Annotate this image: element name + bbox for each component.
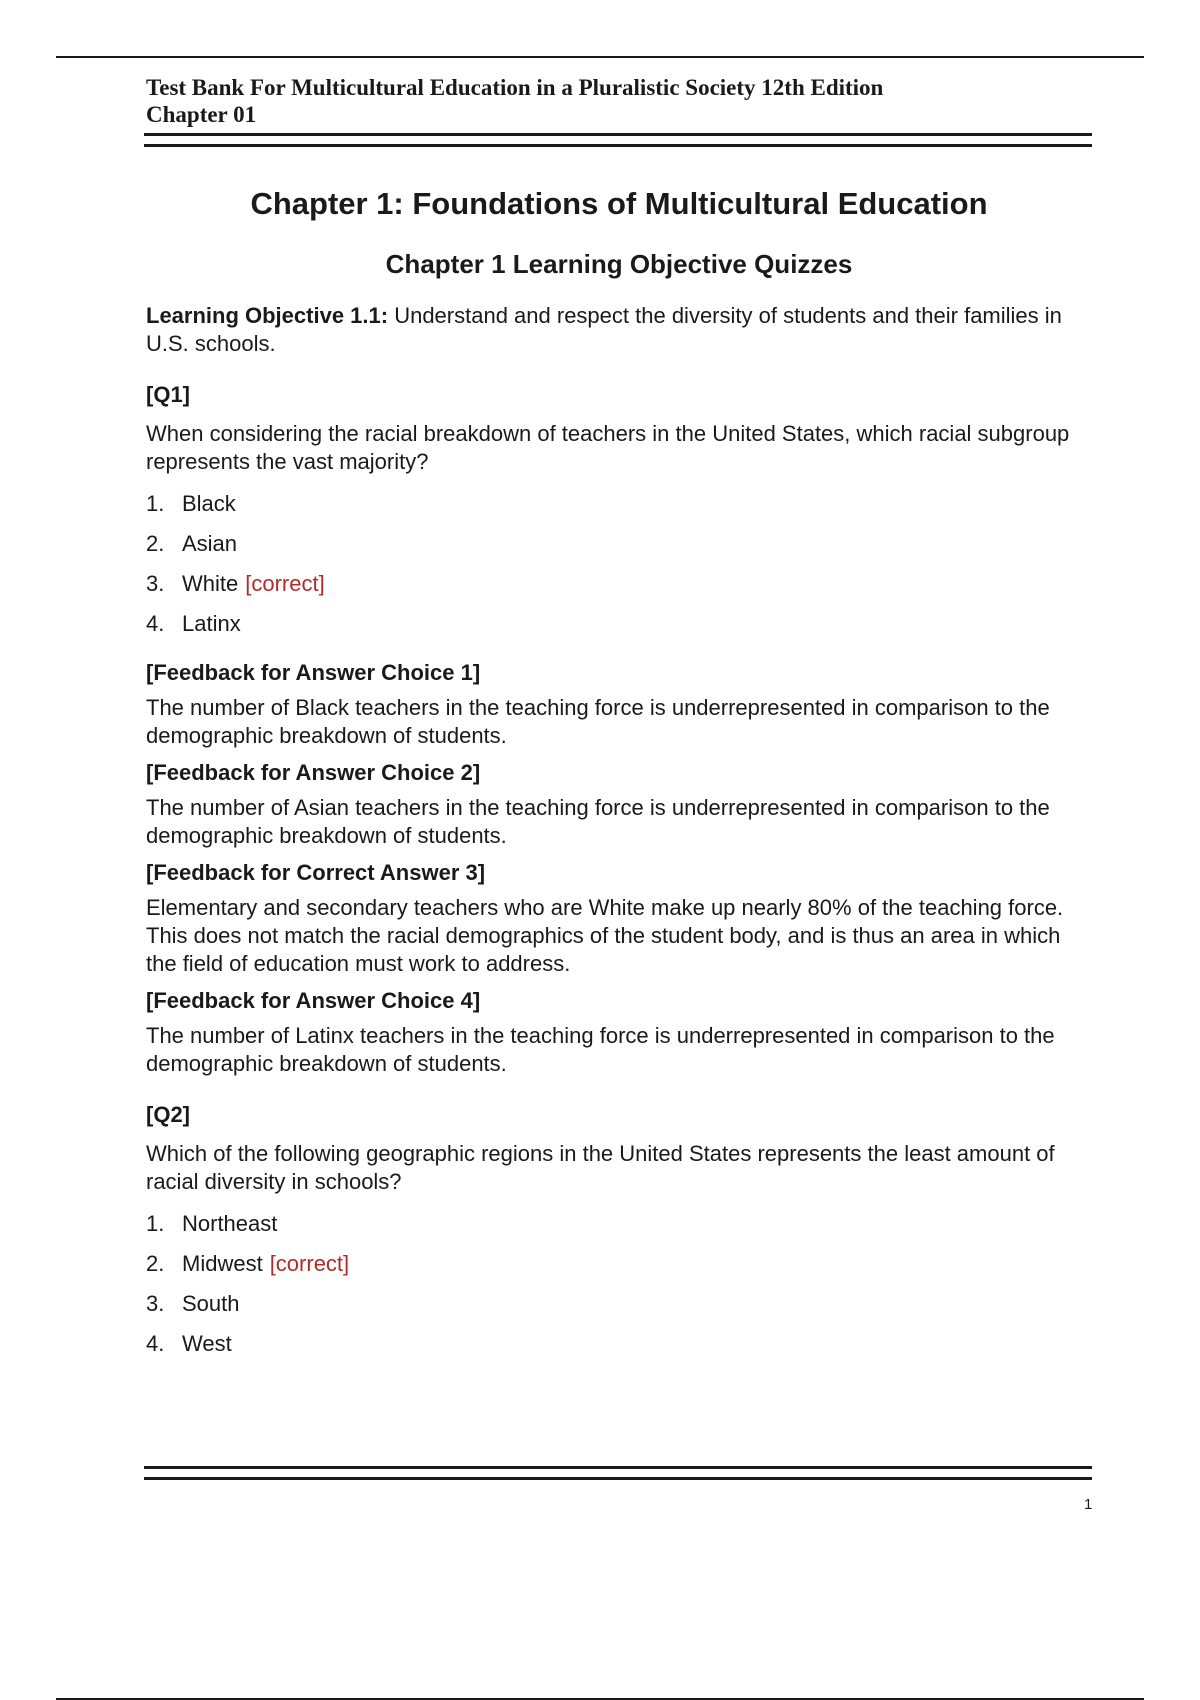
list-item: [146, 1324, 1092, 1364]
header-double-rule: [144, 133, 1092, 147]
q2-choices: [146, 1204, 1092, 1364]
header-title: Test Bank For Multicultural Education in a Pluralistic Society 12th Edition: [146, 75, 884, 100]
choice-number: 2.: [146, 1251, 165, 1276]
choice-number: 1.: [146, 1211, 165, 1236]
q1-text: When considering the racial breakdown of teachers in the United States, which racial subgroup represents the vast majority?: [146, 421, 1070, 474]
choice-number: 4.: [146, 1331, 165, 1356]
chapter-title: Chapter 1: Foundations of Multicultural Education: [250, 186, 988, 221]
feedback-label: [Feedback for Answer Choice 2]: [146, 760, 481, 785]
q1-choices: [146, 484, 1092, 644]
footer-double-rule: [144, 1466, 1092, 1480]
feedback-text: The number of Asian teachers in the teaching force is underrepresented in comparison to the demographic breakdown of students.: [146, 795, 1050, 848]
choice-number: 3.: [146, 1291, 165, 1316]
list-item: [146, 564, 1092, 604]
choice-text: Latinx: [182, 611, 241, 636]
choice-text: Midwest: [182, 1251, 263, 1276]
objective-text: Understand and respect the diversity of students and their families in U.S. schools.: [146, 303, 1062, 356]
feedback-text: Elementary and secondary teachers who are White make up nearly 80% of the teaching force. This does not match the racial demographics of the student body, and is thus an area in which the field of education must work to address.: [146, 895, 1064, 976]
choice-number: 2.: [146, 531, 165, 556]
choice-text: West: [182, 1331, 232, 1356]
feedback-text: The number of Latinx teachers in the teaching force is underrepresented in comparison to the demographic breakdown of students.: [146, 1023, 1055, 1076]
choice-text: Asian: [182, 531, 238, 556]
list-item: [146, 1204, 1092, 1244]
choice-text: Northeast: [182, 1211, 278, 1236]
choice-text: Black: [182, 491, 236, 516]
choice-text: White: [182, 571, 239, 596]
list-item: [146, 484, 1092, 524]
list-item: [146, 1244, 1092, 1284]
correct-tag: [correct]: [245, 571, 325, 596]
choice-number: 3.: [146, 571, 165, 596]
correct-tag: [correct]: [269, 1251, 350, 1276]
page-number: 1: [1084, 1496, 1093, 1513]
page-content: [146, 180, 1092, 1364]
q1-label: [Q1]: [146, 382, 190, 407]
top-rule: [56, 56, 1144, 58]
objective-label: Learning Objective 1.1:: [146, 303, 389, 328]
q2-text: Which of the following geographic regions in the United States represents the least amount of racial diversity in schools?: [146, 1141, 1055, 1194]
list-item: [146, 524, 1092, 564]
learning-objective: [146, 302, 1092, 358]
feedback-label: [Feedback for Answer Choice 1]: [146, 660, 481, 685]
running-header: [146, 74, 883, 128]
q2-label: [Q2]: [146, 1102, 190, 1127]
header-chapter: Chapter 01: [146, 102, 257, 127]
choice-number: 4.: [146, 611, 165, 636]
choice-number: 1.: [146, 491, 165, 516]
list-item: [146, 1284, 1092, 1324]
feedback-label: [Feedback for Answer Choice 4]: [146, 988, 481, 1013]
section-subtitle: Chapter 1 Learning Objective Quizzes: [385, 249, 853, 279]
list-item: [146, 604, 1092, 644]
feedback-label: [Feedback for Correct Answer 3]: [146, 860, 486, 885]
choice-text: South: [182, 1291, 240, 1316]
feedback-text: The number of Black teachers in the teaching force is underrepresented in comparison to the demographic breakdown of students.: [146, 695, 1050, 748]
